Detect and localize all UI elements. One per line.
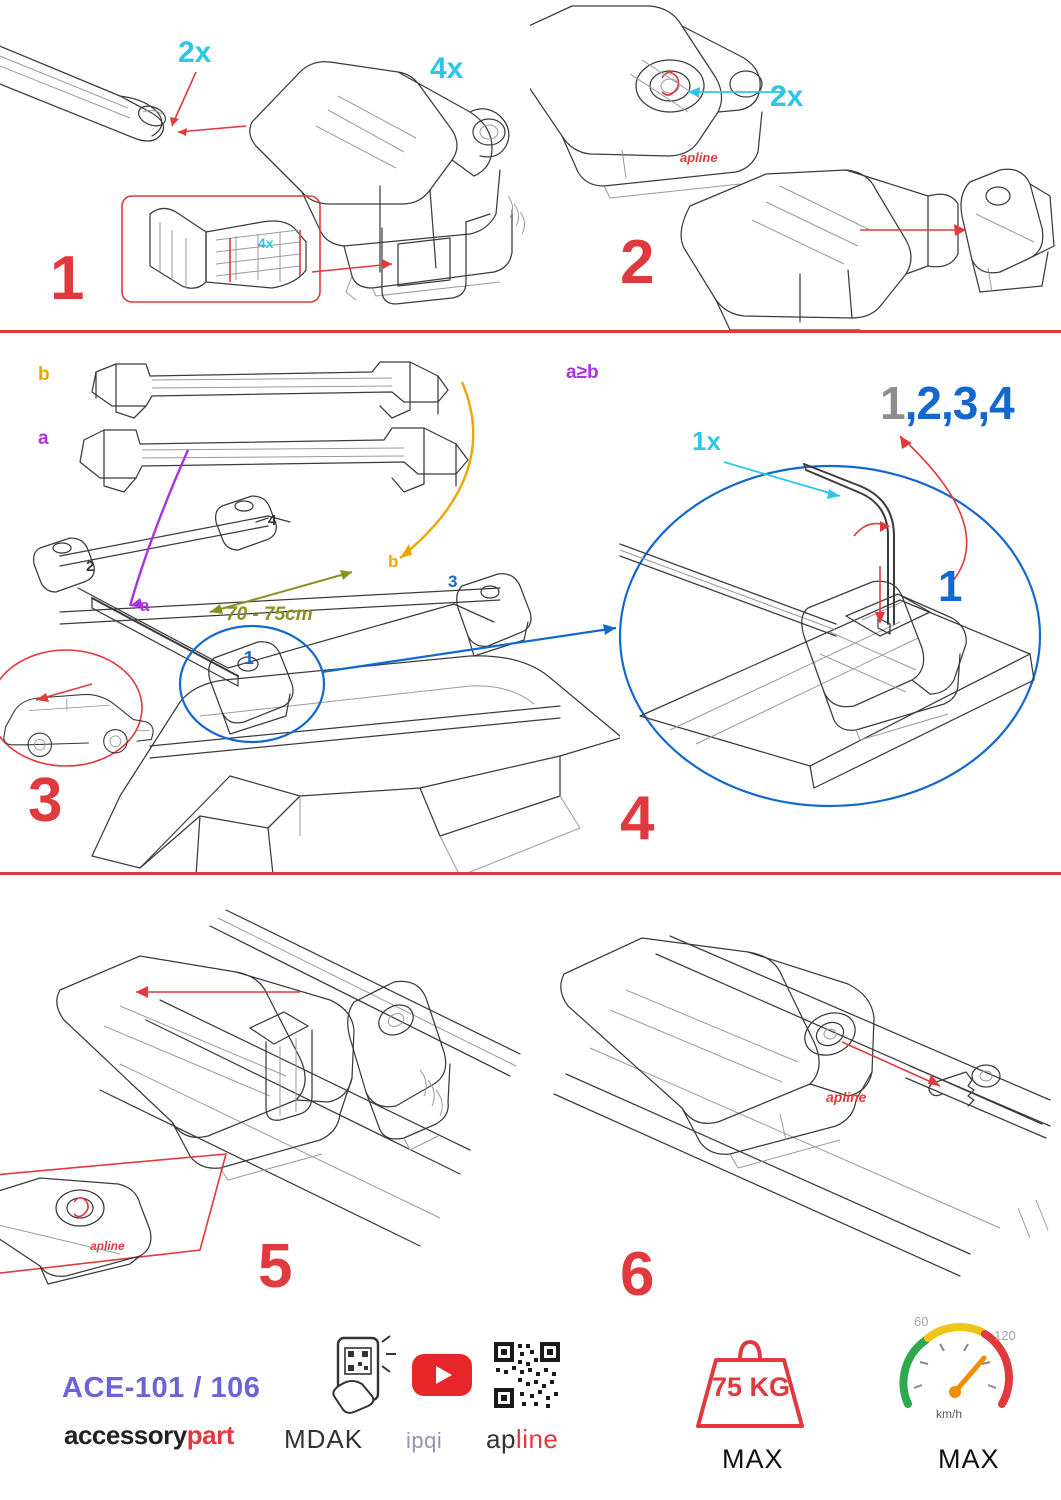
step-1-callout-2x: 2x: [178, 36, 212, 69]
step-3-foot-2-label: 2: [86, 558, 95, 575]
step-3-label-a-arc: a: [140, 596, 150, 615]
step-2-callout-2x: 2x: [770, 80, 804, 113]
step-3-foot-4-label: 4: [268, 512, 277, 529]
step-4-callout-1x: 1x: [692, 426, 721, 456]
divider-2: [0, 872, 1061, 875]
speedometer-icon: [890, 1300, 1026, 1436]
step-1-callout-4x: 4x: [430, 52, 464, 85]
step-1-number: 1: [50, 244, 83, 313]
step-6-number: 6: [620, 1240, 653, 1309]
divider-1: [0, 330, 1061, 333]
qr-scan-phone-icon[interactable]: [312, 1334, 408, 1420]
step-2-illustration: [530, 0, 1061, 330]
brand-ipqi: ipqi: [406, 1428, 443, 1453]
step-3-label-a-left: a: [38, 428, 49, 449]
product-model-label: ACE-101 / 106: [62, 1372, 261, 1404]
speed-limit-max-label: MAX: [938, 1444, 1000, 1474]
qr-code-icon[interactable]: [492, 1340, 566, 1414]
step-3-distance-label: 70 - 75cm: [226, 604, 313, 625]
step-3-foot-1-label: 1: [244, 648, 255, 668]
step-3-label-b-top: b: [38, 364, 50, 385]
step-3-foot-3-label: 3: [448, 572, 458, 591]
youtube-icon[interactable]: [412, 1354, 474, 1400]
weight-limit-max-label: MAX: [722, 1444, 784, 1474]
step-6-illustration: [530, 878, 1061, 1298]
step-3-number: 3: [28, 766, 61, 835]
step-1-inset-callout-4x: 4x: [258, 235, 274, 251]
step-4-number: 4: [620, 784, 653, 853]
svg-text:apline: apline: [826, 1089, 867, 1105]
step-3-label-b-arc: b: [388, 552, 399, 571]
svg-text:km/h: km/h: [936, 1407, 963, 1421]
svg-text:60: 60: [914, 1314, 929, 1329]
weight-limit-value: 75 KG: [712, 1372, 791, 1402]
svg-text:apline: apline: [90, 1239, 125, 1253]
step-4-condition-label: a≥b: [566, 362, 599, 383]
step-1-illustration: [0, 0, 600, 330]
brand-accessorypart: accessorypart: [64, 1420, 234, 1450]
step-4-order-sequence: 1,2,3,4: [880, 377, 1014, 429]
step-5-number: 5: [258, 1232, 291, 1301]
brand-mdak: MDAK: [284, 1424, 364, 1454]
svg-text:apline: apline: [680, 150, 718, 165]
brand-apline: apline: [486, 1424, 559, 1454]
step-2-number: 2: [620, 228, 653, 297]
svg-text:120: 120: [994, 1328, 1016, 1343]
step-4-order-first: 1: [938, 562, 963, 611]
